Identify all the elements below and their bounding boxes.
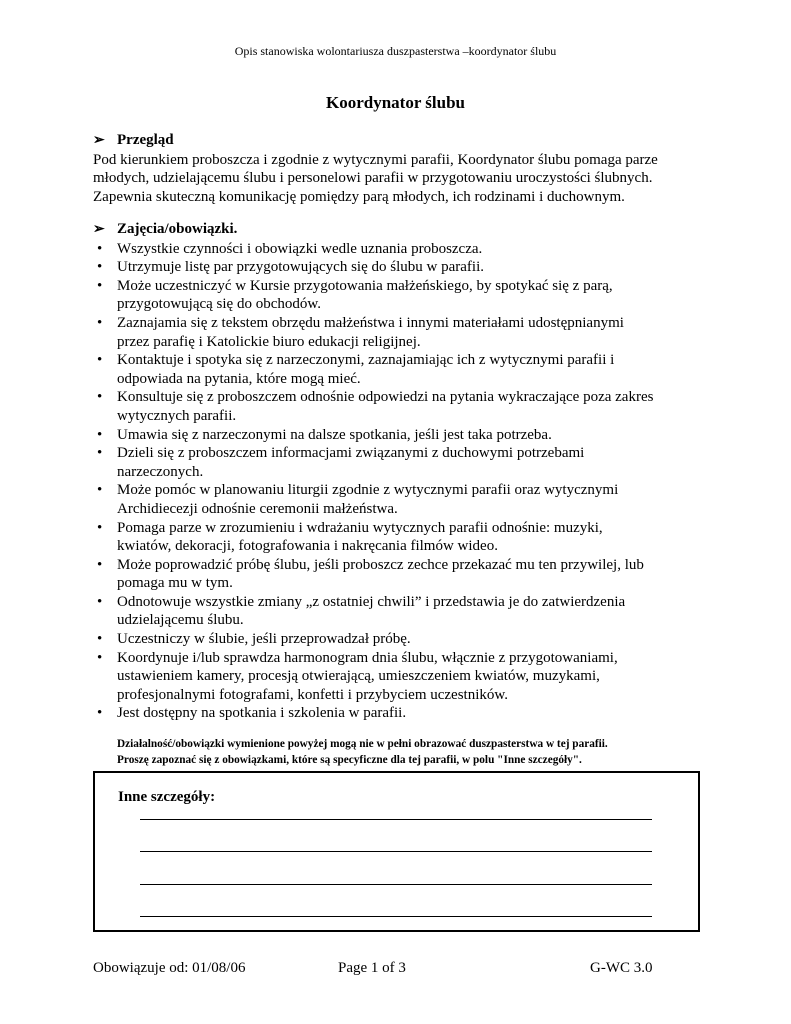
footer-doc-code: G-WC 3.0 (590, 960, 653, 976)
list-item-text: Utrzymuje listę par przygotowujących się do ślubu w parafii. (117, 259, 484, 276)
list-item-text: Odnotowuje wszystkie zmiany „z ostatniej chwili” i przedstawia je do zatwierdzenia udzielającemu ślubu. (117, 593, 626, 629)
overview-line: Pod kierunkiem proboszcza i zgodnie z wytycznymi parafii, Koordynator ślubu pomaga parze (93, 151, 658, 168)
footer-effective-date: Obowiązuje od: 01/08/06 (93, 960, 246, 976)
bullet-icon: • (97, 389, 103, 406)
list-item (93, 519, 703, 556)
bullet-icon: • (97, 445, 103, 462)
list-item-text: Konsultuje się z proboszczem odnośnie odpowiedzi na pytania wykraczające poza zakres wytycznych parafii. (117, 389, 654, 424)
list-item-text: Umawia się z narzeczonymi na dalsze spotkania, jeśli jest taka potrzeba. (117, 426, 552, 443)
disclaimer-note (117, 737, 717, 768)
overview-section (93, 131, 703, 206)
details-writing-line[interactable] (140, 884, 652, 885)
list-item (93, 649, 703, 705)
bullet-icon: • (97, 259, 103, 276)
overview-line: młodych, udzielającemu ślubu i personelowi parafii w przygotowaniu uroczystości ślubnych. (93, 170, 653, 187)
arrow-bullet-icon: ➢ (93, 222, 105, 237)
list-item (93, 314, 703, 351)
overview-heading (93, 131, 703, 151)
list-item-text: Jest dostępny na spotkania i szkolenia w parafii. (117, 705, 407, 722)
list-item (93, 277, 703, 314)
arrow-bullet-icon: ➢ (93, 133, 105, 148)
list-item-text: Pomaga parze w zrozumieniu i wdrażaniu wytycznych parafii odnośnie: muzyki, kwiatów, dekoracji, fotografowania i nakręcania filmów wideo. (117, 519, 603, 555)
list-item (93, 556, 703, 593)
list-item-text: Wszystkie czynności i obowiązki wedle uznania proboszcza. (117, 240, 483, 257)
details-writing-line[interactable] (140, 851, 652, 852)
list-item-text: Zaznajamia się z tekstem obrzędu małżeństwa i innymi materiałami udostępnianymi przez parafię i Katolickie biuro edukacji religijnej. (117, 314, 624, 350)
bullet-icon: • (97, 426, 103, 443)
list-item (93, 258, 703, 277)
duties-heading (93, 220, 703, 240)
other-details-label: Inne szczegóły: (118, 789, 216, 805)
details-writing-line[interactable] (140, 819, 652, 820)
list-item (93, 704, 703, 723)
disclaimer-line: Działalność/obowiązki wymienione powyżej mogą nie w pełni obrazować duszpasterstwa w tej parafii. (117, 738, 608, 750)
list-item (93, 630, 703, 649)
details-writing-line[interactable] (140, 916, 652, 917)
list-item-text: Może uczestniczyć w Kursie przygotowania małżeńskiego, by spotykać się z parą, przygotowującą się do obchodów. (117, 277, 613, 313)
bullet-icon: • (97, 593, 103, 610)
list-item (93, 240, 703, 259)
bullet-icon: • (97, 519, 103, 536)
duties-list (93, 240, 703, 723)
list-item (93, 388, 703, 425)
bullet-icon: • (97, 482, 103, 499)
list-item (93, 351, 703, 388)
list-item-text: Dzieli się z proboszczem informacjami związanymi z duchowymi potrzebami narzeczonych. (117, 445, 585, 480)
overview-line: Zapewnia skuteczną komunikację pomiędzy parą młodych, ich rodzinami i duchownym. (93, 188, 625, 205)
footer-page-number: Page 1 of 3 (338, 960, 406, 976)
list-item-text: Koordynuje i/lub sprawdza harmonogram dnia ślubu, włącznie z przygotowaniami, ustawieniem kamery, procesją otwierającą, umieszczeniem kwiatów, muzykami, profesjonalnymi fotografami, konfetti i przybyciem uczestników. (117, 649, 618, 703)
list-item (93, 426, 703, 445)
list-item-text: Może pomóc w planowaniu liturgii zgodnie z wytycznymi parafii oraz wytycznymi Archidiecezji odnośnie ceremonii małżeństwa. (117, 482, 619, 517)
list-item (93, 481, 703, 518)
bullet-icon: • (97, 352, 103, 369)
bullet-icon: • (97, 631, 103, 648)
overview-heading-text: Przegląd (117, 132, 174, 148)
bullet-icon: • (97, 649, 103, 666)
list-item-text: Uczestniczy w ślubie, jeśli przeprowadzał próbę. (117, 631, 411, 648)
bullet-icon: • (97, 277, 103, 294)
list-item (93, 593, 703, 630)
page-header: Opis stanowiska wolontariusza duszpasterstwa –koordynator ślubu (234, 44, 557, 58)
bullet-icon: • (97, 705, 103, 722)
other-details-box (93, 771, 700, 932)
bullet-icon: • (97, 314, 103, 331)
bullet-icon: • (97, 556, 103, 573)
list-item-text: Może poprowadzić próbę ślubu, jeśli proboszcz zechce przekazać mu ten przywilej, lub pomaga mu w tym. (117, 556, 644, 592)
list-item (93, 444, 703, 481)
bullet-icon: • (97, 240, 103, 257)
duties-section (93, 220, 703, 723)
duties-heading-text: Zajęcia/obowiązki. (117, 221, 238, 237)
list-item-text: Kontaktuje i spotyka się z narzeczonymi, zaznajamiając ich z wytycznymi parafii i odpowiada na pytania, które mogą mieć. (117, 352, 615, 387)
disclaimer-line: Proszę zapoznać się z obowiązkami, które są specyficzne dla tej parafii, w polu "Inne szczegóły". (117, 753, 582, 766)
page-title: Koordynator ślubu (325, 93, 466, 112)
